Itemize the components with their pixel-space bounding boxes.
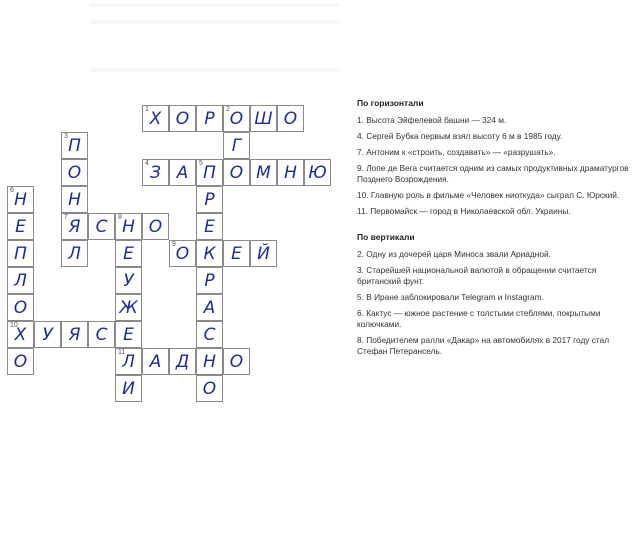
clue-number: 3	[64, 133, 68, 140]
clue-down-8: 8. Победителем ралли «Дакар» на автомобилях в 2017 году стал Стефан Петерансель.	[357, 335, 610, 356]
crossword-cell[interactable]	[7, 240, 34, 267]
crossword-cell[interactable]	[169, 240, 196, 267]
crossword-cell[interactable]	[115, 294, 142, 321]
cell-letter: С	[203, 325, 216, 345]
clue-down-5: 5. В Иране заблокировали Telegram и Instagram.	[357, 292, 544, 302]
crossword-cell[interactable]	[88, 213, 115, 240]
crossword-cell[interactable]	[196, 105, 223, 132]
clue-across-4: 4. Сергей Бубка первым взял высоту 6 м в 1985 году.	[357, 131, 563, 141]
crossword-cell[interactable]	[223, 105, 250, 132]
crossword-cell[interactable]	[61, 240, 88, 267]
clues-panel	[357, 98, 632, 372]
cell-letter: Н	[284, 163, 297, 183]
crossword-cell[interactable]	[7, 213, 34, 240]
down-clues	[357, 232, 632, 357]
crossword-cell[interactable]	[142, 105, 169, 132]
cell-letter: Ж	[119, 298, 138, 318]
crossword-grid	[0, 0, 340, 410]
crossword-cell[interactable]	[250, 240, 277, 267]
cell-letter: И	[122, 379, 135, 399]
crossword-cell[interactable]	[250, 105, 277, 132]
cell-letter: О	[202, 379, 217, 399]
cell-letter: А	[149, 352, 162, 372]
cell-letter: О	[13, 298, 28, 318]
clue-number: 5	[199, 160, 203, 167]
cell-letter: Ш	[254, 109, 273, 129]
clue-number: 4	[145, 160, 149, 167]
crossword-cell[interactable]	[196, 240, 223, 267]
cell-letter: К	[203, 244, 216, 264]
across-clues	[357, 98, 632, 217]
crossword-cell[interactable]	[223, 348, 250, 375]
cell-letter: О	[175, 244, 190, 264]
cell-letter: Я	[68, 325, 81, 345]
cell-letter: Л	[122, 352, 135, 372]
crossword-cell[interactable]	[61, 213, 88, 240]
crossword-cell[interactable]	[223, 159, 250, 186]
cell-letter: Е	[15, 217, 26, 237]
cell-letter: Х	[149, 109, 162, 129]
clue-number: 10	[10, 322, 18, 329]
cell-letter: Й	[257, 244, 270, 264]
cell-letter: У	[42, 325, 53, 345]
cell-letter: Ю	[308, 163, 327, 183]
crossword-cell[interactable]	[142, 213, 169, 240]
clue-down-3: 3. Старейшей национальной валютой в обращении считается британский фунт.	[357, 265, 597, 286]
clue-number: 8	[118, 214, 122, 221]
crossword-cell[interactable]	[115, 321, 142, 348]
clue-across-7: 7. Антоним к «строить, создавать» — «разрушать».	[357, 147, 556, 157]
crossword-cell[interactable]	[61, 186, 88, 213]
crossword-cell[interactable]	[115, 240, 142, 267]
cell-letter: Е	[123, 244, 134, 264]
clue-across-11: 11. Первомайск — город в Николаевской обл. Украины.	[357, 206, 571, 216]
cell-letter: О	[13, 352, 28, 372]
crossword-cell[interactable]	[34, 321, 61, 348]
cell-letter: Н	[14, 190, 27, 210]
clue-number: 1	[145, 106, 149, 113]
cell-letter: Е	[204, 217, 215, 237]
cell-letter: О	[175, 109, 190, 129]
crossword-cell[interactable]	[115, 348, 142, 375]
clue-down-2: 2. Одну из дочерей царя Миноса звали Ариадной.	[357, 249, 551, 259]
crossword-cell[interactable]	[88, 321, 115, 348]
crossword-cell[interactable]	[7, 348, 34, 375]
cell-letter: О	[229, 352, 244, 372]
cell-letter: П	[14, 244, 27, 264]
cell-letter: Д	[175, 352, 190, 372]
clue-number: 7	[64, 214, 68, 221]
cell-letter: О	[148, 217, 163, 237]
cell-letter: Р	[204, 190, 215, 210]
clue-number: 11	[118, 349, 126, 356]
crossword-cell[interactable]	[7, 267, 34, 294]
clue-across-10: 10. Главную роль в фильме «Человек ниоткуда» сыграл С. Юрский.	[357, 190, 620, 200]
crossword-cell[interactable]	[115, 213, 142, 240]
cell-letter: Н	[122, 217, 135, 237]
cell-letter: А	[203, 298, 216, 318]
crossword-cell[interactable]	[196, 348, 223, 375]
crossword-cell[interactable]	[223, 240, 250, 267]
crossword-cell[interactable]	[61, 159, 88, 186]
cell-letter: А	[176, 163, 189, 183]
crossword-cell[interactable]	[304, 159, 331, 186]
cell-letter: Л	[14, 271, 27, 291]
cell-letter: У	[123, 271, 134, 291]
cell-letter: О	[67, 163, 82, 183]
crossword-cell[interactable]	[223, 132, 250, 159]
crossword-cell[interactable]	[115, 375, 142, 402]
cell-letter: Е	[231, 244, 242, 264]
crossword-cell[interactable]	[7, 294, 34, 321]
crossword-cell[interactable]	[142, 159, 169, 186]
cell-letter: П	[203, 163, 216, 183]
across-heading: По горизонтали	[357, 98, 424, 108]
cell-letter: Л	[68, 244, 81, 264]
crossword-cell[interactable]	[196, 321, 223, 348]
crossword-cell[interactable]	[61, 321, 88, 348]
cell-letter: Х	[14, 325, 27, 345]
crossword-cell[interactable]	[196, 294, 223, 321]
cell-letter: Р	[204, 109, 215, 129]
crossword-cell[interactable]	[196, 159, 223, 186]
crossword-cell[interactable]	[7, 321, 34, 348]
cell-letter: О	[229, 163, 244, 183]
cell-letter: Г	[231, 136, 242, 156]
crossword-cell[interactable]	[196, 375, 223, 402]
crossword-cell[interactable]	[196, 267, 223, 294]
cell-letter: С	[95, 217, 108, 237]
crossword-cell[interactable]	[142, 348, 169, 375]
cell-letter: Н	[68, 190, 81, 210]
cell-letter: Н	[203, 352, 216, 372]
cell-letter: О	[229, 109, 244, 129]
crossword-cell[interactable]	[169, 105, 196, 132]
crossword-cell[interactable]	[7, 186, 34, 213]
cell-letter: З	[150, 163, 161, 183]
crossword-cell[interactable]	[169, 348, 196, 375]
cell-letter: Я	[68, 217, 81, 237]
clue-down-6: 6. Кактус — южное растение с толстыми стеблями, покрытыми колючками.	[357, 308, 601, 329]
cell-letter: С	[95, 325, 108, 345]
cell-letter: Е	[123, 325, 134, 345]
clue-number: 6	[10, 187, 14, 194]
crossword-cell[interactable]	[169, 159, 196, 186]
cell-letter: М	[256, 163, 271, 183]
cell-letter: Р	[204, 271, 215, 291]
clue-across-9: 9. Лопе де Вега считается одним из самых продуктивных драматургов Позднего Возрождения.	[357, 163, 629, 184]
down-heading: По вертикали	[357, 232, 415, 242]
clue-number: 2	[226, 106, 230, 113]
crossword-cell[interactable]	[115, 267, 142, 294]
cell-letter: О	[283, 109, 298, 129]
crossword-cell[interactable]	[196, 213, 223, 240]
crossword-cell[interactable]	[250, 159, 277, 186]
cell-letter: П	[68, 136, 81, 156]
crossword-cell[interactable]	[277, 105, 304, 132]
clue-across-1: 1. Высота Эйфелевой башни — 324 м.	[357, 115, 507, 125]
crossword-cell[interactable]	[277, 159, 304, 186]
crossword-cell[interactable]	[196, 186, 223, 213]
crossword-cell[interactable]	[61, 132, 88, 159]
clue-number: 9	[172, 241, 176, 248]
